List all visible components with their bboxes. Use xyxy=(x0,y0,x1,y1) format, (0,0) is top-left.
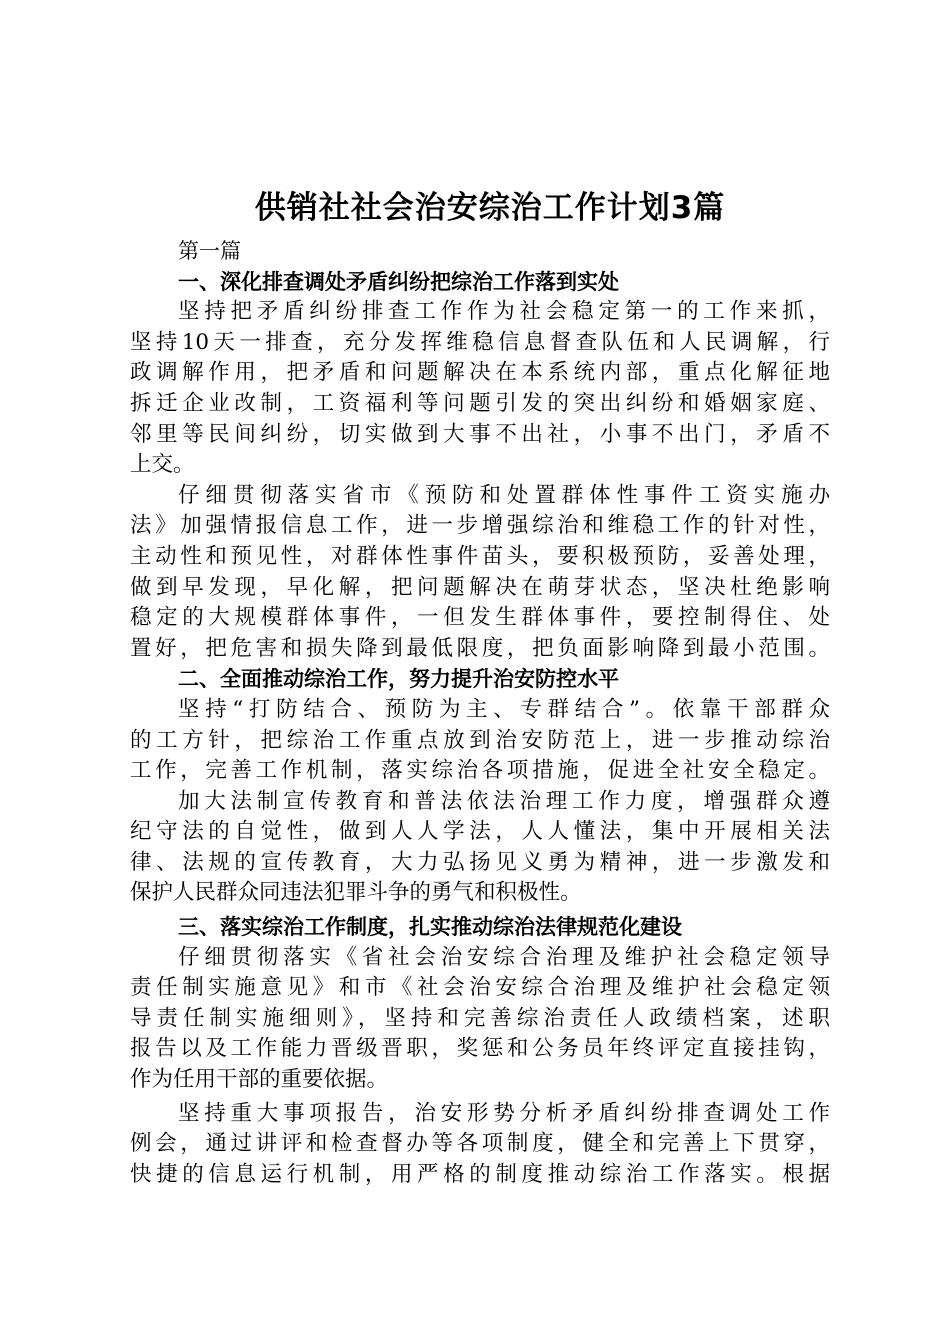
paragraph-line: 坚持把矛盾纠纷排查工作作为社会稳定第一的工作来抓， xyxy=(178,299,830,325)
section-heading-2: 二、全面推动综治工作，努力提升治安防控水平 xyxy=(178,667,619,692)
paragraph-line: 政调解作用，把矛盾和问题解决在本系统内部，重点化解征地 xyxy=(130,360,830,386)
document-page xyxy=(130,186,830,1190)
paragraph-line: 法》加强情报信息工作，进一步增强综治和维稳工作的针对性， xyxy=(130,513,830,539)
document-title: 供销社社会治安综治工作计划3篇 xyxy=(254,190,726,226)
paragraph-4 xyxy=(130,787,830,909)
paragraph-line: 作为任用干部的重要依据。 xyxy=(130,1067,389,1093)
paragraph-line: 置好，把危害和损失降到最低限度，把负面影响降到最小范围。 xyxy=(130,635,830,661)
paragraph-line: 例会，通过讲评和检查督办等各项制度，健全和完善上下贯穿， xyxy=(130,1131,830,1157)
paragraph-line: 坚持“打防结合、预防为主、专群结合”。依靠干部群众 xyxy=(178,696,830,722)
paragraph-line: 拆迁企业改制，工资福利等问题引发的突出纠纷和婚姻家庭、 xyxy=(130,390,830,416)
section-heading-1: 一、深化排查调处矛盾纠纷把综治工作落到实处 xyxy=(178,269,619,294)
paragraph-line: 仔细贯彻落实《省社会治安综合治理及维护社会稳定领导 xyxy=(178,944,830,970)
paragraph-line: 仔细贯彻落实省市《预防和处置群体性事件工资实施办 xyxy=(178,482,830,508)
paragraph-line: 邻里等民间纠纷，切实做到大事不出社，小事不出门，矛盾不 xyxy=(130,421,830,447)
paragraph-3 xyxy=(130,695,830,787)
paragraph-1 xyxy=(130,297,830,481)
paragraph-line: 的工方针，把综治工作重点放到治安防范上，进一步推动综治 xyxy=(130,727,830,753)
paragraph-line: 快捷的信息运行机制，用严格的制度推动综治工作落实。根据 xyxy=(130,1161,830,1187)
paragraph-line: 导责任制实施细则》，坚持和完善综治责任人政绩档案，述职 xyxy=(130,1005,830,1031)
paragraph-5 xyxy=(130,943,830,1096)
paragraph-line: 上交。 xyxy=(130,452,195,478)
paragraph-line: 报告以及工作能力晋级晋职，奖惩和公务员年终评定直接挂钩， xyxy=(130,1036,830,1062)
paragraph-line: 坚持重大事项报告，治安形势分析矛盾纠纷排查调处工作 xyxy=(178,1100,830,1126)
part-label: 第一篇 xyxy=(178,239,241,263)
paragraph-line: 加大法制宣传教育和普法依法治理工作力度，增强群众遵 xyxy=(178,788,830,814)
paragraph-6 xyxy=(130,1099,830,1191)
paragraph-2 xyxy=(130,481,830,665)
paragraph-line: 做到早发现，早化解，把问题解决在萌芽状态，坚决杜绝影响 xyxy=(130,574,830,600)
paragraph-line: 坚持10天一排查，充分发挥维稳信息督查队伍和人民调解，行 xyxy=(130,329,830,355)
paragraph-line: 保护人民群众同违法犯罪斗争的勇气和积极性。 xyxy=(130,880,582,906)
paragraph-line: 稳定的大规模群体事件，一但发生群体事件，要控制得住、处 xyxy=(130,605,830,631)
section-heading-3: 三、落实综治工作制度，扎实推动综治法律规范化建设 xyxy=(178,915,682,940)
paragraph-line: 工作，完善工作机制，落实综治各项措施，促进全社安全稳定。 xyxy=(130,758,830,784)
paragraph-line: 纪守法的自觉性，做到人人学法，人人懂法，集中开展相关法 xyxy=(130,819,830,845)
paragraph-line: 责任制实施意见》和市《社会治安综合治理及维护社会稳定领 xyxy=(130,975,830,1001)
paragraph-line: 主动性和预见性，对群体性事件苗头，要积极预防，妥善处理， xyxy=(130,543,830,569)
paragraph-line: 律、法规的宣传教育，大力弘扬见义勇为精神，进一步激发和 xyxy=(130,849,830,875)
